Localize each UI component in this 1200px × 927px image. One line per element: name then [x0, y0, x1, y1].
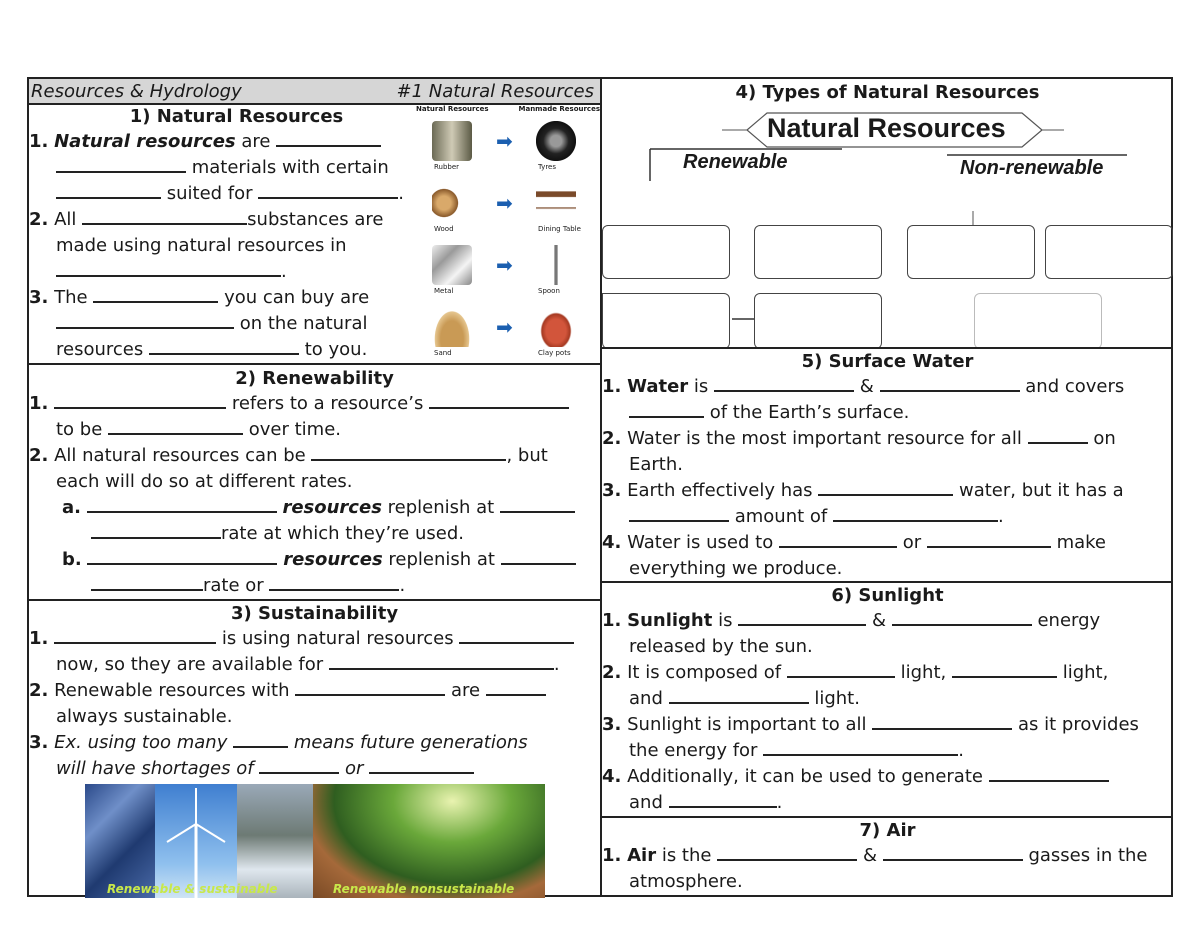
answer-blank[interactable] [54, 630, 216, 644]
wood-icon [432, 183, 472, 223]
tyre-icon [536, 121, 576, 161]
answer-blank[interactable] [880, 378, 1020, 392]
section-sustainability: 3) Sustainability 1. is using natural resources now, so they are available for . 2. Renewable resources with are always sustainable. 3. Ex. using too many means future generations will have shortages of or Renewable & sustainable Renewable nonsustainable [29, 602, 600, 899]
answer-blank[interactable] [883, 847, 1023, 861]
answer-blank[interactable] [93, 289, 218, 303]
photo-label-nonsustainable: Renewable nonsustainable [333, 882, 515, 896]
term: resources [282, 497, 382, 518]
section-renewability: 2) Renewability 1. refers to a resource’s to be over time. 2. All natural resources can be , but each will do so at different rates. a. resources replenish at rate at which they’re used. b. resources replenish at rate or . [29, 367, 600, 601]
diagram-root-label: Natural Resources [767, 113, 1006, 143]
manmade-resources-label: Manmade Resources [518, 105, 600, 113]
natural-resources-label: Natural Resources [416, 105, 489, 113]
answer-blank[interactable] [738, 612, 866, 626]
resource-comparison-image [414, 105, 600, 363]
answer-blank[interactable] [459, 630, 574, 644]
answer-box[interactable] [602, 293, 730, 349]
answer-blank[interactable] [56, 185, 161, 199]
pair-wood-table: ➡ Wood Dining Table [414, 179, 600, 237]
answer-blank[interactable] [108, 421, 243, 435]
answer-blank[interactable] [329, 656, 554, 670]
resource-type-diagram [602, 103, 1173, 349]
answer-blank[interactable] [952, 664, 1057, 678]
dam-photo [237, 784, 313, 898]
answer-blank[interactable] [833, 508, 998, 522]
answer-blank[interactable] [669, 794, 777, 808]
term: resources [283, 549, 383, 570]
answer-box[interactable] [907, 225, 1035, 279]
pair-sand-pots: ➡ Sand Clay pots [414, 303, 600, 361]
answer-blank[interactable] [233, 734, 288, 748]
answer-blank[interactable] [429, 395, 569, 409]
term: Sunlight [627, 610, 713, 631]
answer-box[interactable] [754, 225, 882, 279]
answer-blank[interactable] [779, 534, 897, 548]
section-title: 1) Natural Resources [129, 106, 344, 127]
answer-box[interactable] [1045, 225, 1173, 279]
sand-icon [432, 307, 472, 347]
answer-blank[interactable] [91, 577, 203, 591]
answer-blank[interactable] [56, 159, 186, 173]
arrow-icon: ➡ [496, 191, 513, 215]
answer-blank[interactable] [56, 315, 234, 329]
answer-blank[interactable] [787, 664, 895, 678]
wind-turbine-photo [155, 784, 237, 898]
wind-turbine-icon [155, 784, 237, 898]
arrow-icon: ➡ [496, 253, 513, 277]
section-air: 7) Air 1. Air is the & gasses in the atmosphere. [602, 819, 1173, 899]
answer-blank[interactable] [818, 482, 953, 496]
answer-blank[interactable] [989, 768, 1109, 782]
answer-blank[interactable] [1028, 430, 1088, 444]
section-title: 2) Renewability [235, 368, 394, 389]
arrow-icon: ➡ [496, 315, 513, 339]
arrow-icon: ➡ [496, 129, 513, 153]
answer-blank[interactable] [669, 690, 809, 704]
answer-blank[interactable] [258, 185, 398, 199]
answer-blank[interactable] [486, 682, 546, 696]
renewable-photo-strip [85, 784, 545, 898]
course-title: Resources & Hydrology [31, 80, 242, 102]
answer-blank[interactable] [269, 577, 399, 591]
section-types-of-resources [602, 79, 1173, 349]
answer-blank[interactable] [276, 133, 381, 147]
answer-blank[interactable] [91, 525, 221, 539]
section-title: 6) Sunlight [831, 585, 944, 606]
answer-blank[interactable] [629, 508, 729, 522]
term: Air [627, 845, 657, 866]
answer-blank[interactable] [717, 847, 857, 861]
pair-metal-spoon: ➡ Metal Spoon [414, 241, 600, 299]
renewable-category: Renewable [683, 151, 788, 173]
answer-blank[interactable] [763, 742, 958, 756]
metal-icon [432, 245, 472, 285]
photo-label-sustainable: Renewable & sustainable [107, 882, 278, 896]
answer-blank[interactable] [892, 612, 1032, 626]
section-natural-resources: 1) Natural Resources 1. Natural resources are materials with certain suited for . 2. All substances are made using natural resources in . 3. The you can buy are on the natural resources to you. Natural Resources Manmade Resources ➡ Rubber Tyres ➡ Wood Dining Table ➡ Metal Spoon ➡ Sand Clay pots [29, 105, 600, 365]
answer-blank[interactable] [311, 447, 506, 461]
answer-box[interactable] [974, 293, 1102, 349]
nonrenewable-category: Non-renewable [960, 157, 1104, 179]
logs-photo [313, 784, 545, 898]
section-surface-water: 5) Surface Water 1. Water is & and covers of the Earth’s surface. 2. Water is the most important resource for all on Earth. 3. Earth effectively has water, but it has a amount of . 4. Water is used to or make everything we produce. [602, 350, 1173, 583]
spoon-icon [536, 245, 576, 285]
section-sunlight: 6) Sunlight 1. Sunlight is & energy released by the sun. 2. It is composed of light, light, and light. 3. Sunlight is important to all as it provides the energy for . 4. Additionally, it can be used to generate and . [602, 584, 1173, 818]
section-title: 7) Air [859, 820, 916, 841]
answer-box[interactable] [754, 293, 882, 349]
answer-blank[interactable] [500, 499, 575, 513]
left-column [29, 79, 602, 895]
answer-blank[interactable] [82, 211, 247, 225]
section-title: 3) Sustainability [230, 603, 399, 624]
answer-blank[interactable] [259, 760, 339, 774]
answer-blank[interactable] [56, 263, 281, 277]
section-title: 5) Surface Water [801, 351, 974, 372]
clay-pot-icon [536, 307, 576, 347]
pair-rubber-tyres: ➡ Rubber Tyres [414, 117, 600, 175]
answer-blank[interactable] [149, 341, 299, 355]
worksheet-header [29, 79, 600, 105]
table-icon [536, 183, 576, 223]
solar-panel-photo [85, 784, 155, 898]
answer-blank[interactable] [714, 378, 854, 392]
answer-blank[interactable] [872, 716, 1012, 730]
answer-blank[interactable] [87, 499, 277, 513]
answer-blank[interactable] [54, 395, 226, 409]
answer-blank[interactable] [629, 404, 704, 418]
term: Water [627, 376, 689, 397]
answer-blank[interactable] [501, 551, 576, 565]
answer-blank[interactable] [927, 534, 1051, 548]
unit-title: #1 Natural Resources [396, 80, 594, 102]
worksheet [27, 77, 1173, 897]
answer-box[interactable] [602, 225, 730, 279]
section-title: 4) Types of Natural Resources [735, 82, 1040, 103]
answer-blank[interactable] [87, 551, 277, 565]
answer-blank[interactable] [369, 760, 474, 774]
rubber-tree-icon [432, 121, 472, 161]
right-column [602, 79, 1173, 895]
term: Natural resources [54, 131, 236, 152]
answer-blank[interactable] [295, 682, 445, 696]
